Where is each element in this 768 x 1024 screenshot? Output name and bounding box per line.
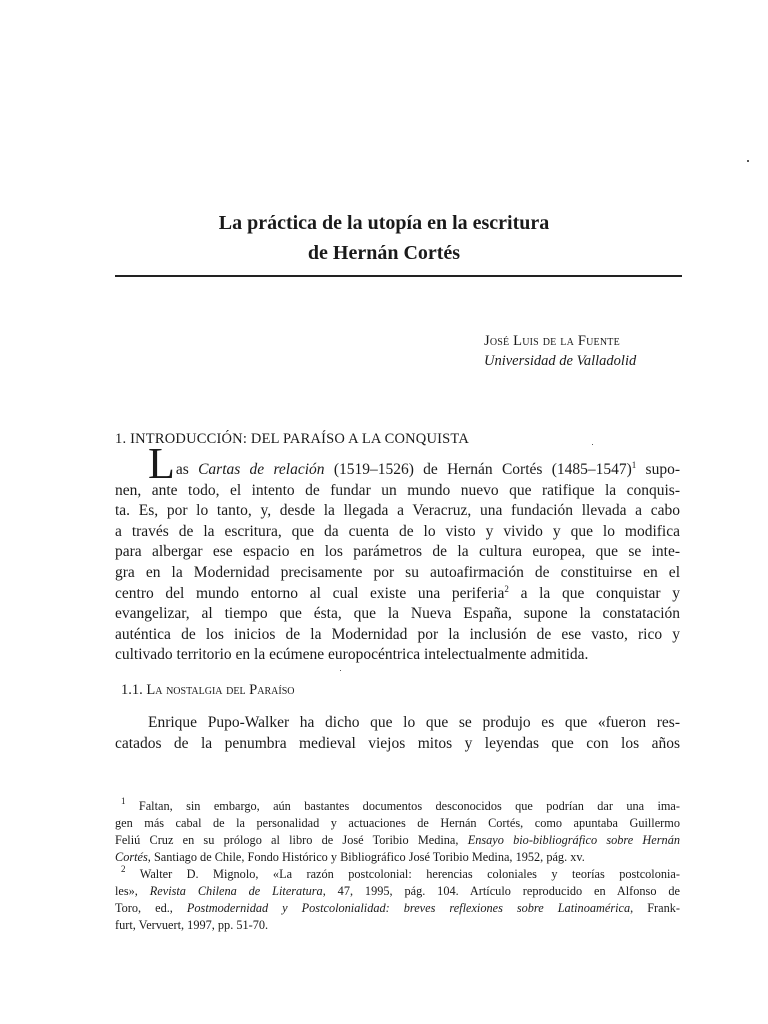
italic-text: Ensayo bio-bibliográfico sobre Hernán [467,833,680,847]
text-line: Las Cartas de relación (1519–1526) de Hernán Cortés (1485–1547)$^1$ supo- [148,439,680,488]
title-line-1: La práctica de la utopía en la escritura [218,212,550,234]
footnote-ref: 1 [631,460,637,470]
italic-text: Cartas de relación [198,461,325,478]
subsection-title: La nostalgia del Paraíso [146,682,295,698]
article-title [0,208,768,268]
text-line: ta. Es, por lo tanto, y, desde la llegada a Veracruz, una fundación llevada a cabo [115,502,680,520]
text-line: auténtica de los inicios de la Modernidad por la inclusión de ese vasto, rico y [115,625,680,643]
footnote-line: $^1$ Faltan, sin embargo, aún bastantes documentos desconocidos que podrían dar una ima- [121,796,680,813]
footnote-marker: 1 [121,796,126,806]
footnotes [115,798,680,934]
text-line: cultivado territorio en la ecúmene europocéntrica intelectualmente admitida. [115,646,589,664]
text-line: centro del mundo entorno al cual existe una periferia$^2$ a la que conquistar y [115,583,681,602]
italic-text: Revista Chilena de Literatura [149,884,323,898]
footnote [115,866,680,934]
footnote [115,798,680,866]
subsection-heading [121,682,294,699]
footnote-line: $^2$ Walter D. Mignolo, «La razón postcolonial: herencias coloniales y teorías postcolonia- [121,864,680,881]
text-line: nen, ante todo, el intento de fundar un mundo nuevo que ratifique la conquis- [115,481,680,499]
footnote-ref: 2 [504,583,509,594]
text-line: evangelizar, al tiempo que ésta, que la Nueva España, supone la constatación [115,605,680,623]
author-block [484,331,636,371]
text-line: para albergar ese espacio en los parámetros de la cultura europea, que se inte- [115,543,680,561]
text-line: gra en la Modernidad precisamente por su autoafirmación de constituirse en el [115,563,680,581]
footnote-line: Feliú Cruz en su prólogo al libro de José Toribio Medina, Ensayo bio-bibliográfico sobre Hernán [115,833,680,847]
author-affiliation: Universidad de Valladolid [484,353,637,369]
scan-speck [340,670,341,671]
scan-speck [592,444,593,445]
footnote-line: Cortés, Santiago de Chile, Fondo Histórico y Bibliográfico José Toribio Medina, 1952, pág. xv. [115,850,585,864]
text-line: a través de la escritura, que da cuenta de lo visto y vivido y que lo modifica [115,522,680,540]
text-line: Enrique Pupo-Walker ha dicho que lo que se produjo es que «fueron res- [148,714,680,731]
italic-text: Cortés [115,850,148,864]
footnote-marker: 2 [121,864,126,874]
title-line-2: de Hernán Cortés [307,242,461,264]
footnote-line: les», Revista Chilena de Literatura, 47, 1995, pág. 104. Artículo reproducido en Alfonso de [115,884,680,898]
subsection-paragraph [115,713,680,754]
italic-text: Postmodernidad y Postcolonialidad: breves reflexiones sobre Latinoamérica [186,901,631,915]
author-name: José Luis de la Fuente [484,333,620,349]
footnote-line: furt, Vervuert, 1997, pp. 51-70. [115,918,269,932]
subsection-number: 1.1. [121,682,143,698]
drop-cap: L [148,439,175,488]
title-divider [115,275,682,277]
scan-speck [747,160,749,162]
footnote-line: gen más cabal de la personalidad y actuaciones de Hernán Cortés, como apuntaba Guillermo [115,816,680,830]
text-line: catados de la penumbra medieval viejos mitos y leyendas que con los años [115,734,680,752]
footnote-line: Toro, ed., Postmodernidad y Postcolonialidad: breves reflexiones sobre Latinoamérica, Frank- [115,901,680,915]
section-heading: 1. INTRODUCCIÓN: DEL PARAÍSO A LA CONQUISTA [115,431,469,447]
